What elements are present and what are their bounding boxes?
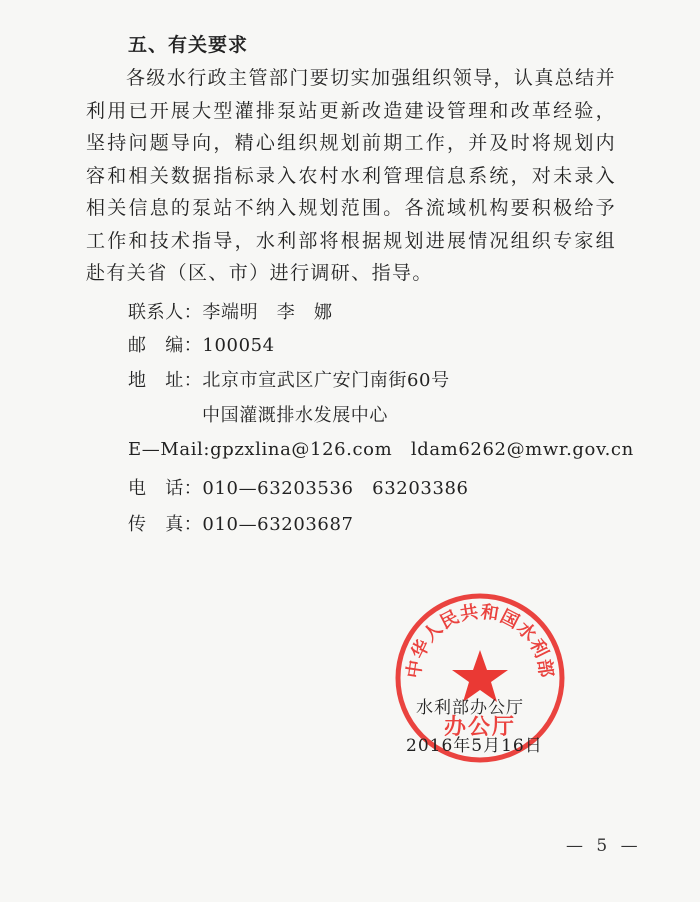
address-line1: 北京市宣武区广安门南街60号	[202, 370, 450, 391]
postcode-label: 邮 编：	[128, 335, 203, 356]
address-line2: 中国灌溉排水发展中心	[202, 405, 388, 426]
contact-person-row	[128, 298, 333, 324]
postcode-value: 100054	[202, 335, 275, 356]
phone-value: 010—63203536 63203386	[202, 478, 469, 499]
section-heading: 五、有关要求	[128, 34, 249, 56]
address-line2-row	[202, 401, 388, 427]
phone-row	[128, 474, 469, 500]
seal-bottom-text: 办公厅	[443, 715, 517, 740]
fax-row	[128, 510, 354, 536]
address-row	[128, 366, 450, 392]
contact-value: 李端明 李 娜	[202, 302, 333, 323]
issuer-name: 水利部办公厅	[416, 698, 524, 718]
phone-label: 电 话：	[128, 478, 203, 499]
address-label: 地 址：	[128, 370, 203, 391]
contact-label: 联系人：	[128, 302, 203, 323]
seal-top-text: 中华人民共和国水利部	[403, 601, 557, 680]
page-number: — 5 —	[566, 836, 642, 856]
email-label: E—Mail:	[128, 439, 211, 460]
email-row	[128, 435, 634, 461]
postcode-row	[128, 331, 275, 357]
email-value: gpzxlina@126.com ldam6262@mwr.gov.cn	[210, 439, 634, 460]
fax-value: 010—63203687	[202, 514, 354, 535]
requirements-paragraph: 各级水行政主管部门要切实加强组织领导，认真总结并利用已开展大型灌排泵站更新改造建设管理和改革经验，坚持问题导向，精心组织规划前期工作，并及时将规划内容和相关数据指标录入农村水利管理信息系统，对未录入相关信息的泵站不纳入规划范围。各流域机构要积极给予工作和技术指导，水利部将根据规划进展情况组织专家组赴有关省（区、市）进行调研、指导。	[86, 67, 616, 284]
fax-label: 传 真：	[128, 514, 203, 535]
issue-date: 2016年5月16日	[406, 736, 543, 756]
